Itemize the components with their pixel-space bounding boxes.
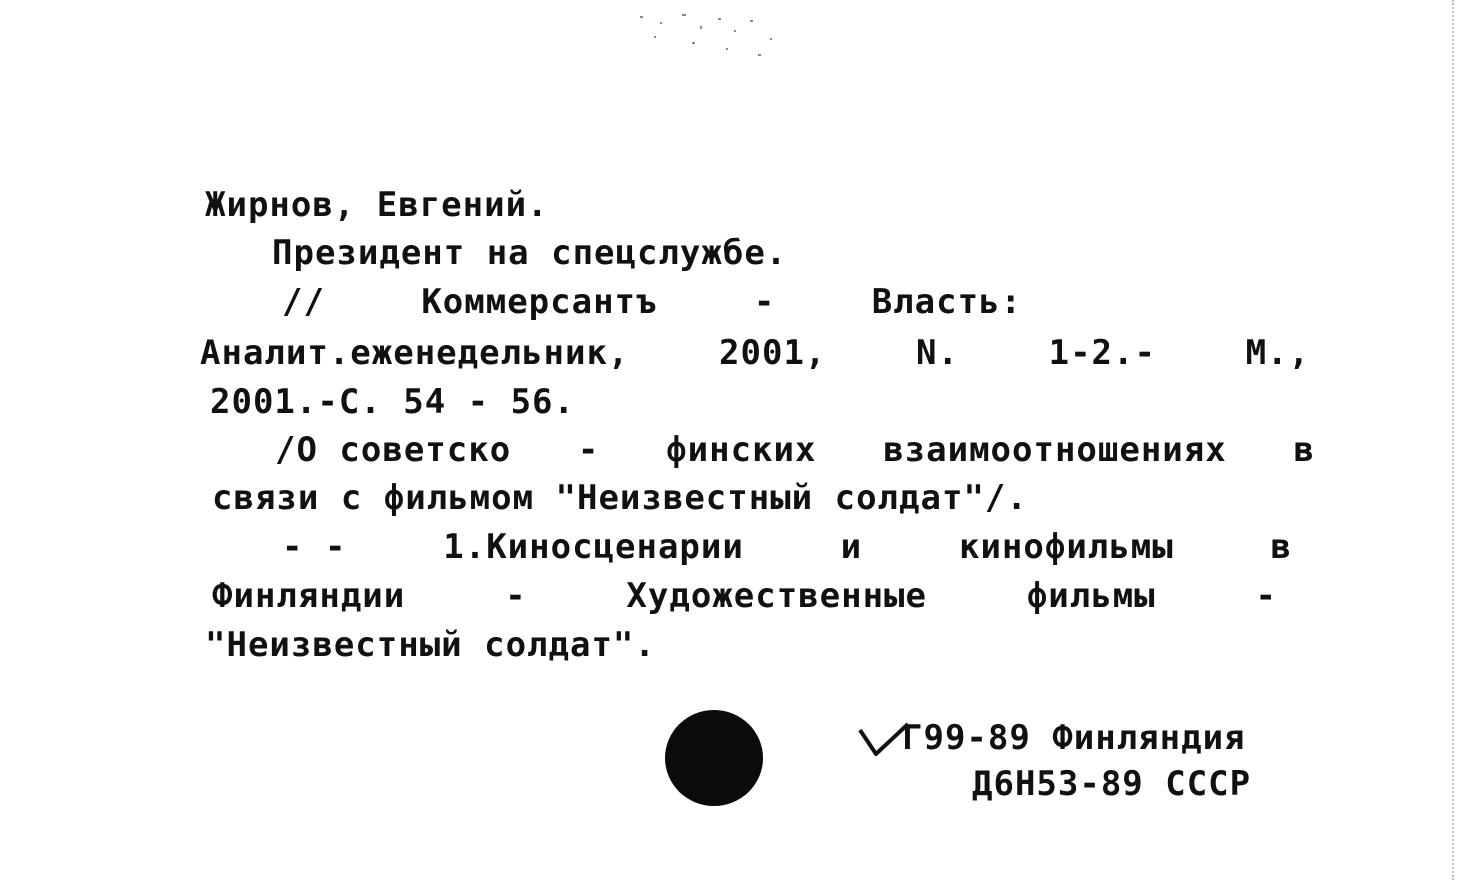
note-part: в [1293,430,1315,470]
subject-part: фильмы [1026,576,1156,616]
note-part: финских [666,430,817,470]
subject-line-2 [212,576,1277,616]
note-line-1 [275,430,1315,470]
publication-line [200,333,1310,373]
subject-part: кинофильмы [958,527,1174,567]
subject-line-1 [282,527,1292,567]
note-part: /О советско [275,430,512,470]
note-part: взаимоотношениях [883,430,1227,470]
source-part: // [282,282,325,322]
subject-part: - [505,576,527,616]
scan-edge [1452,0,1464,880]
publication-part: Аналит.еженедельник, [200,333,630,373]
subject-part: - - [282,527,347,567]
note-part: - [577,430,600,470]
publication-part: N. [916,333,959,373]
subject-part: Финляндии [212,576,406,616]
publication-part: 1-2.- [1048,333,1156,373]
subject-part: 1.Киносценарии [443,527,744,567]
publication-part: 2001, [719,333,827,373]
scan-noise [630,8,810,68]
subject-part: Художественные [626,576,927,616]
title-line: Президент на спецслужбе. [272,233,788,273]
source-line [282,282,1022,322]
pages-line: 2001.-С. 54 - 56. [210,382,575,422]
classification-line-2: Д6Н53-89 СССР [972,764,1252,804]
source-part: Коммерсантъ [421,282,658,322]
author-line: Жирнов, Евгений. [205,185,549,225]
subject-part: - [1255,576,1277,616]
source-part: Власть: [871,282,1022,322]
subject-part: в [1270,527,1292,567]
subject-line-3: "Неизвестный солдат". [205,625,656,665]
subject-part: и [840,527,863,567]
note-line-2: связи с фильмом "Неизвестный солдат"/. [212,478,1028,518]
publication-part: М., [1245,333,1310,373]
classification-line-1: Г99-89 Финляндия [902,718,1246,758]
source-part: - [753,282,776,322]
punch-hole [665,710,763,806]
